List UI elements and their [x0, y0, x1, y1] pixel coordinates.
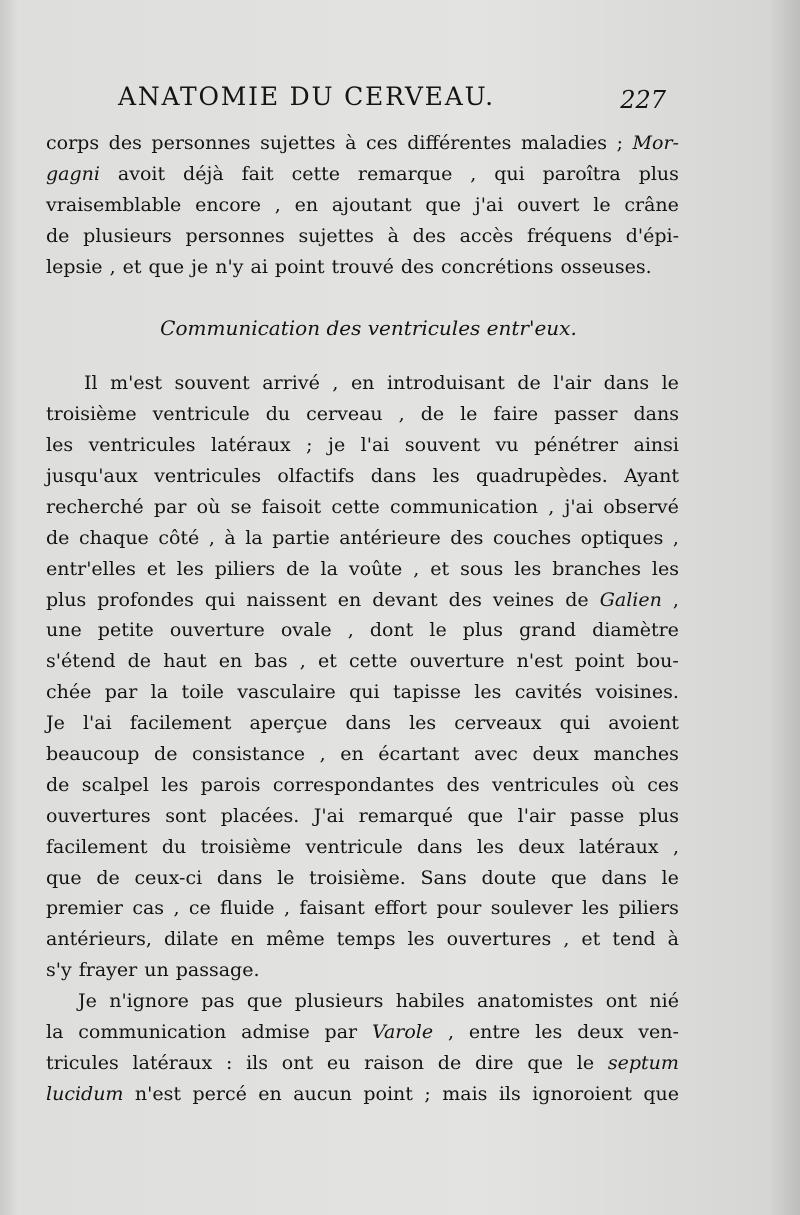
paragraph	[46, 986, 679, 1110]
text-line: s'étend de haut en bas , et cette ouverture n'est point bou-	[46, 650, 679, 673]
text-line: la communication admise par Varole , entre les deux ven-	[46, 1021, 679, 1044]
text-line: beaucoup de consistance , en écartant avec deux manches	[46, 743, 679, 766]
text-line: de scalpel les parois correspondantes des ventricules où ces	[46, 773, 679, 796]
text-line: premier cas , ce fluide , faisant effort pour soulever les piliers	[46, 897, 679, 920]
text-line: recherché par où se faisoit cette communication , j'ai observé	[46, 495, 679, 518]
text-line: jusqu'aux ventricules olfactifs dans les quadrupèdes. Ayant	[46, 465, 679, 488]
paragraph-continued	[46, 128, 679, 282]
text-line: Je l'ai facilement aperçue dans les cerveaux qui avoient	[46, 712, 679, 735]
text-line: entr'elles et les piliers de la voûte , et sous les branches les	[46, 557, 679, 580]
text-line: lepsie , et que je n'y ai point trouvé des concrétions osseuses.	[46, 255, 652, 278]
text-line: chée par la toile vasculaire qui tapisse les cavités voisines.	[46, 681, 679, 704]
text-line: Je n'ignore pas que plusieurs habiles anatomistes ont nié	[78, 990, 679, 1013]
text-line: les ventricules latéraux ; je l'ai souvent vu pénétrer ainsi	[46, 434, 679, 457]
text-line: corps des personnes sujettes à ces différentes maladies ; Mor-	[46, 132, 679, 154]
text-line: une petite ouverture ovale , dont le plus grand diamètre	[46, 619, 679, 642]
text-line: troisième ventricule du cerveau , de le faire passer dans	[46, 403, 679, 426]
page-header	[118, 82, 666, 118]
text-line: s'y frayer un passage.	[46, 959, 260, 982]
text-line: tricules latéraux : ils ont eu raison de dire que le septum	[46, 1051, 679, 1074]
paragraph	[46, 368, 679, 986]
text-line: lucidum n'est percé en aucun point ; mais ils ignoroient que	[46, 1082, 679, 1105]
text-line: antérieurs, dilate en même temps les ouvertures , et tend à	[46, 928, 679, 951]
running-head: ANATOMIE DU CERVEAU.	[118, 82, 495, 111]
page-number: 227	[620, 86, 666, 114]
text-line: de plusieurs personnes sujettes à des accès fréquens d'épi-	[46, 224, 679, 247]
text-line: ouvertures sont placées. J'ai remarqué que l'air passe plus	[46, 804, 679, 827]
text-line: facilement du troisième ventricule dans les deux latéraux ,	[46, 835, 679, 858]
text-line: plus profondes qui naissent en devant des veines de Galien ,	[46, 588, 679, 611]
text-line: gagni avoit déjà fait cette remarque , qui paroîtra plus	[46, 162, 679, 185]
text-line: que de ceux-ci dans le troisième. Sans doute que dans le	[46, 866, 679, 889]
text-line: de chaque côté , à la partie antérieure des couches optiques ,	[46, 526, 679, 549]
body-text	[46, 128, 679, 1110]
section-heading: Communication des ventricules entr'eux.	[160, 316, 577, 341]
text-line: Il m'est souvent arrivé , en introduisant de l'air dans le	[84, 372, 679, 395]
text-line: vraisemblable encore , en ajoutant que j'ai ouvert le crâne	[46, 193, 679, 216]
